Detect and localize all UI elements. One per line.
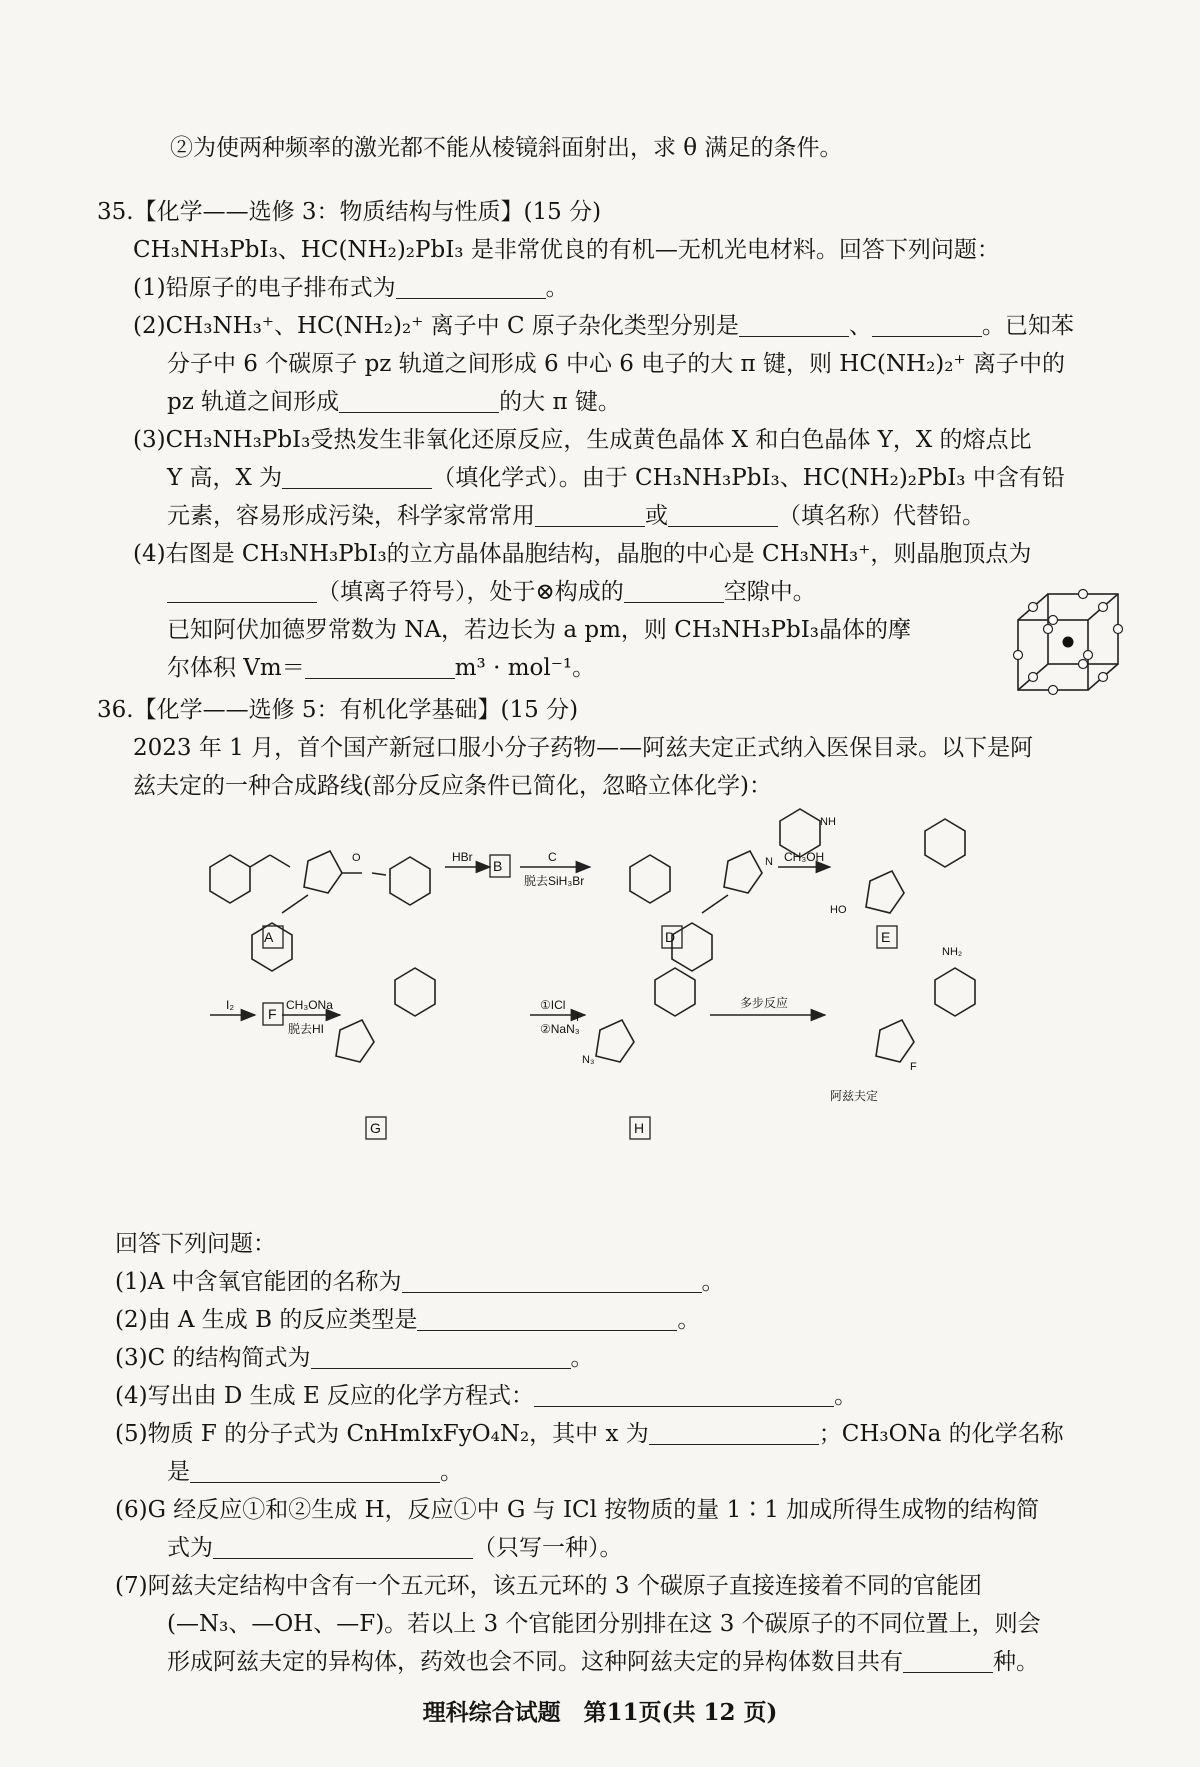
- line-24: [167, 1456, 463, 1488]
- line-12: [167, 576, 816, 608]
- line-23: [115, 1418, 1064, 1450]
- answer-blank[interactable]: [649, 1420, 819, 1445]
- reagent-remove-hi: 脱去HI: [288, 1022, 325, 1036]
- text: Y 高，X 为: [167, 465, 283, 491]
- atom-ho: HO: [830, 904, 847, 916]
- line-20: [115, 1304, 700, 1336]
- atom-o: O: [352, 852, 361, 864]
- label-B: B: [493, 858, 503, 874]
- label-F: F: [268, 1006, 277, 1022]
- atom-n3: N₃: [582, 1054, 595, 1066]
- text: 式为: [167, 1535, 213, 1561]
- answer-blank[interactable]: [534, 1382, 834, 1407]
- synthesis-scheme: [190, 795, 1120, 1220]
- scheme-drawing: [190, 795, 1120, 1220]
- answer-blank[interactable]: [311, 1344, 571, 1369]
- q35-title: 35.【化学——选修 3：物质结构与性质】(15 分): [97, 199, 602, 225]
- answer-blank[interactable]: [668, 502, 778, 527]
- line-09: [167, 462, 1065, 494]
- answer-blank[interactable]: [402, 1268, 702, 1293]
- atom-nh2: NH₂: [942, 946, 963, 958]
- answer-blank[interactable]: [535, 502, 645, 527]
- line-22: [115, 1380, 857, 1412]
- text: (2)由 A 生成 B 的反应类型是: [115, 1307, 418, 1333]
- text: 。: [677, 1307, 701, 1333]
- answer-blank[interactable]: [417, 1306, 677, 1331]
- answer-blank[interactable]: [305, 654, 455, 679]
- label-G: G: [370, 1120, 381, 1136]
- answer-blank[interactable]: [624, 578, 724, 603]
- text: ；CH₃ONa 的化学名称: [818, 1421, 1064, 1447]
- text: （填离子符号），处于⊗构成的: [317, 579, 624, 605]
- text: 形成阿兹夫定的异构体，药效也会不同。这种阿兹夫定的异构体数目共有: [167, 1649, 903, 1675]
- line-27: (7)阿兹夫定结构中含有一个五元环，该五元环的 3 个碳原子直接连接着不同的官能团: [115, 1573, 982, 1599]
- label-A: A: [264, 929, 274, 945]
- text: 或: [645, 503, 668, 529]
- answer-blank[interactable]: [213, 1534, 473, 1559]
- answer-blank[interactable]: [282, 464, 432, 489]
- crystal-cell-figure: [1010, 588, 1125, 698]
- label-E: E: [881, 929, 891, 945]
- q36-title: 36.【化学——选修 5：有机化学基础】(15 分): [97, 697, 579, 723]
- text: （填名称）代替铅。: [778, 503, 985, 529]
- text: 、: [848, 313, 872, 339]
- reagent-hbr: HBr: [452, 850, 473, 864]
- atom-n: N: [765, 856, 773, 868]
- text: (4)写出由 D 生成 E 反应的化学方程式：: [115, 1383, 535, 1409]
- line-14: [167, 652, 595, 684]
- line-10: [167, 500, 985, 532]
- reagent-multistep: 多步反应: [740, 996, 789, 1010]
- text: 。: [701, 1269, 725, 1295]
- text: 。: [570, 1345, 594, 1371]
- answer-blank[interactable]: [872, 312, 982, 337]
- text: 的大 π 键。: [499, 389, 621, 415]
- line-16: 2023 年 1 月，首个国产新冠口服小分子药物——阿兹夫定正式纳入医保目录。以下是阿: [133, 735, 1034, 761]
- text: pz 轨道之间形成: [167, 389, 340, 415]
- page-footer: 理科综合试题 第11页(共 12 页): [422, 1699, 778, 1726]
- line-13: 已知阿伏加德罗常数为 NA，若边长为 a pm，则 CH₃NH₃PbI₃晶体的摩: [167, 617, 912, 643]
- text: （填化学式）。由于 CH₃NH₃PbI₃、HC(NH₂)₂PbI₃ 中含有铅: [432, 465, 1065, 491]
- text: 。已知苯: [981, 313, 1074, 339]
- line-28: (—N₃、—OH、—F)。若以上 3 个官能团分别排在这 3 个碳原子的不同位置上，则会: [167, 1611, 1041, 1637]
- reagent-nan3: ②NaN₃: [540, 1022, 580, 1036]
- answer-blank[interactable]: [739, 312, 849, 337]
- text: 种。: [993, 1649, 1039, 1675]
- reagent-iodine: I₂: [226, 998, 234, 1012]
- answer-blank[interactable]: [167, 578, 317, 603]
- cube-diagram: [1010, 588, 1125, 698]
- reagent-methanol: CH₃OH: [784, 850, 825, 864]
- reagent-remove-sih3br: 脱去SiH₃Br: [524, 874, 585, 888]
- line-19: [115, 1266, 725, 1298]
- reagent-c: C: [548, 850, 557, 864]
- answer-blank[interactable]: [339, 388, 499, 413]
- atom-i: I: [576, 1012, 580, 1024]
- line-01: ②为使两种频率的激光都不能从棱镜斜面射出，求 θ 满足的条件。: [170, 135, 843, 161]
- atom-nh: NH: [820, 816, 836, 828]
- line-11: (4)右图是 CH₃NH₃PbI₃的立方晶体晶胞结构，晶胞的中心是 CH₃NH₃⁺，则晶胞顶点为: [133, 541, 1032, 567]
- label-D: D: [665, 929, 676, 945]
- text: (2)CH₃NH₃⁺、HC(NH₂)₂⁺ 离子中 C 原子杂化类型分别是: [133, 313, 739, 339]
- text: 尔体积 Vm＝: [167, 655, 305, 681]
- text: 。: [545, 275, 569, 301]
- text: (1)A 中含氧官能团的名称为: [115, 1269, 402, 1295]
- text: （只写一种）。: [473, 1535, 623, 1561]
- text: 元素，容易形成污染，科学家常常用: [167, 503, 535, 529]
- line-06: 分子中 6 个碳原子 pz 轨道之间形成 6 中心 6 电子的大 π 键，则 HC(NH₂)₂⁺ 离子中的: [167, 351, 1065, 377]
- line-29: [167, 1646, 1039, 1678]
- text: 。: [834, 1383, 858, 1409]
- line-25: (6)G 经反应①和②生成 H，反应①中 G 与 ICl 按物质的量 1∶1 加成所得生成物的结构简: [115, 1497, 1040, 1523]
- line-05: [133, 310, 1074, 342]
- reagent-icl: ①ICl: [540, 998, 566, 1012]
- label-azvudine: 阿兹夫定: [830, 1089, 879, 1103]
- text: 空隙中。: [723, 579, 816, 605]
- line-08: (3)CH₃NH₃PbI₃受热发生非氧化还原反应，生成黄色晶体 X 和白色晶体 Y，X 的熔点比: [133, 427, 1032, 453]
- text: m³ · mol⁻¹。: [454, 655, 596, 681]
- line-17: 兹夫定的一种合成路线(部分反应条件已简化，忽略立体化学)：: [133, 773, 772, 799]
- line-07: [167, 386, 621, 418]
- text: (1)铅原子的电子排布式为: [133, 275, 396, 301]
- text: 。: [440, 1459, 463, 1485]
- line-21: [115, 1342, 594, 1374]
- label-H: H: [634, 1120, 645, 1136]
- answer-blank[interactable]: [396, 274, 546, 299]
- answer-blank[interactable]: [903, 1648, 993, 1673]
- line-18: 回答下列问题：: [115, 1231, 276, 1257]
- line-26: [167, 1532, 623, 1564]
- text: (3)C 的结构简式为: [115, 1345, 311, 1371]
- text: (5)物质 F 的分子式为 CnHmIxFyO₄N₂，其中 x 为: [115, 1421, 649, 1447]
- reagent-ch3ona: CH₃ONa: [286, 998, 333, 1012]
- line-03: CH₃NH₃PbI₃、HC(NH₂)₂PbI₃ 是非常优良的有机—无机光电材料。回答下列问题：: [133, 237, 1000, 263]
- answer-blank[interactable]: [190, 1458, 440, 1483]
- line-04: [133, 272, 569, 304]
- text: 是: [167, 1459, 190, 1485]
- atom-f: F: [910, 1061, 917, 1073]
